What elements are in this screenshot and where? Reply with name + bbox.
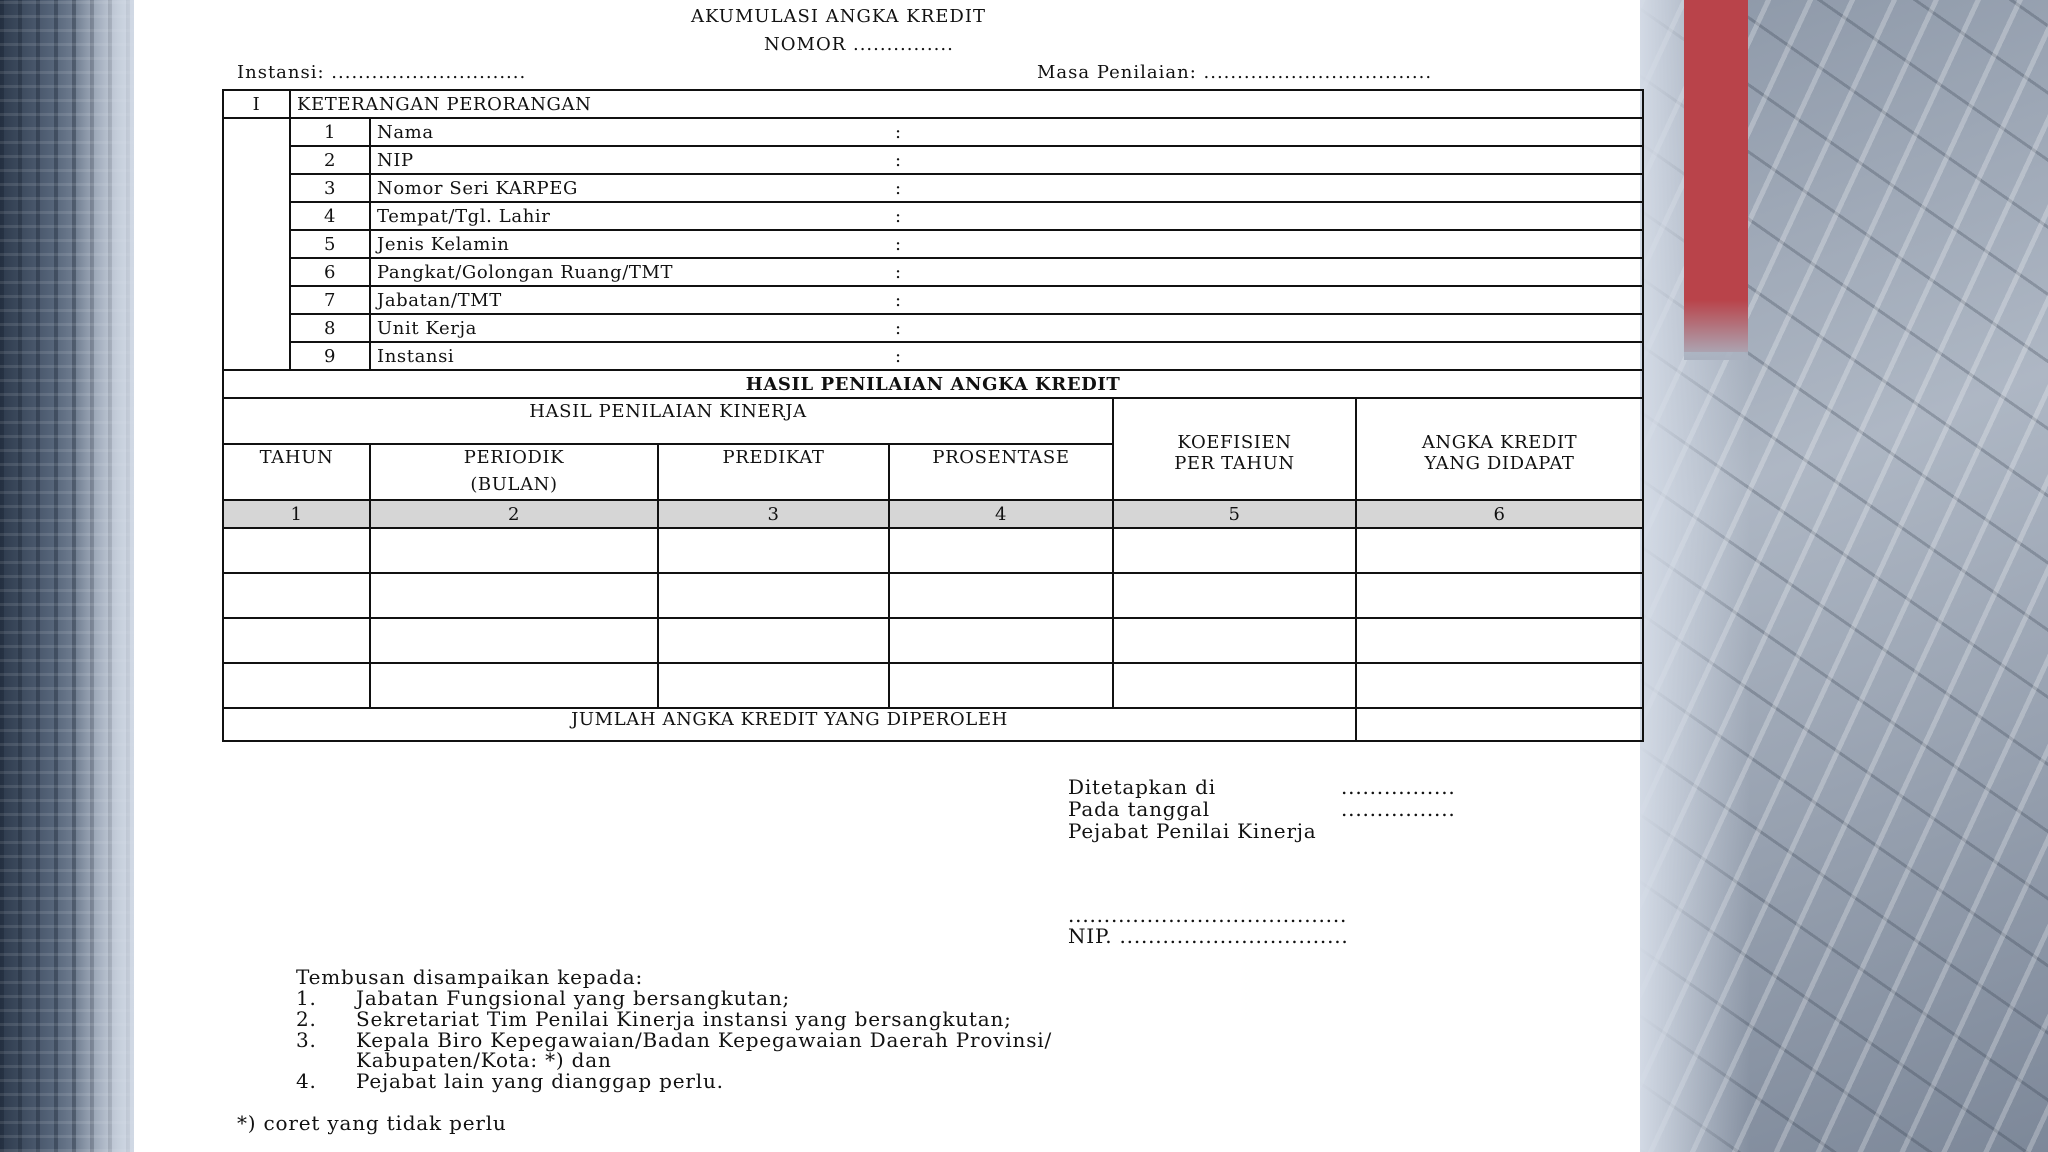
- periodik-header: [370, 444, 658, 500]
- table-cell[interactable]: [889, 573, 1113, 618]
- field-label: Nama: [370, 118, 889, 146]
- field-value[interactable]: [889, 258, 1643, 286]
- field-number: 2: [290, 146, 370, 174]
- tahun-header: TAHUN: [223, 444, 370, 500]
- footnote: *) coret yang tidak perlu: [237, 1111, 507, 1135]
- credit-form-table: [222, 89, 1644, 742]
- field-label: Jabatan/TMT: [370, 286, 889, 314]
- tembusan-item-text: Kabupaten/Kota: *) dan: [356, 1048, 612, 1072]
- document-number: NOMOR ...............: [764, 34, 954, 55]
- field-label: Tempat/Tgl. Lahir: [370, 202, 889, 230]
- field-value[interactable]: [889, 342, 1643, 370]
- field-number: 9: [290, 342, 370, 370]
- table-row: [223, 618, 1643, 663]
- field-label: Pangkat/Golongan Ruang/TMT: [370, 258, 889, 286]
- document-page: [134, 0, 1640, 1152]
- field-number: 8: [290, 314, 370, 342]
- field-colon: :: [895, 205, 902, 227]
- table-cell[interactable]: [889, 528, 1113, 573]
- table-cell[interactable]: [223, 528, 370, 573]
- personal-row: [223, 174, 1643, 202]
- field-colon: :: [895, 121, 902, 143]
- field-value[interactable]: [889, 230, 1643, 258]
- periodik-line-1: PERIODIK: [463, 447, 565, 468]
- table-cell[interactable]: [370, 528, 658, 573]
- personal-row: [223, 314, 1643, 342]
- field-number: 3: [290, 174, 370, 202]
- angka-kredit-header: [1356, 398, 1643, 500]
- background-fade-left: [75, 0, 135, 1152]
- field-number: 6: [290, 258, 370, 286]
- field-number: 5: [290, 230, 370, 258]
- kinerja-header-row: [223, 398, 1643, 444]
- field-colon: :: [895, 261, 902, 283]
- field-label: Instansi: [370, 342, 889, 370]
- ditetapkan-value: ................: [1341, 775, 1456, 799]
- field-number: 7: [290, 286, 370, 314]
- table-cell[interactable]: [1356, 573, 1643, 618]
- personal-row: [223, 118, 1643, 146]
- table-row: [223, 573, 1643, 618]
- angka-kredit-line-2: YANG DIDAPAT: [1424, 453, 1575, 474]
- table-row: [223, 663, 1643, 708]
- field-value[interactable]: [889, 118, 1643, 146]
- section-title: KETERANGAN PERORANGAN: [290, 90, 1643, 118]
- table-cell[interactable]: [223, 663, 370, 708]
- table-cell[interactable]: [1113, 573, 1356, 618]
- tanggal-label: Pada tanggal: [1068, 797, 1210, 821]
- section-roman: I: [223, 90, 290, 118]
- column-number: 1: [223, 500, 370, 528]
- column-number: 5: [1113, 500, 1356, 528]
- field-value[interactable]: [889, 174, 1643, 202]
- table-cell[interactable]: [658, 573, 889, 618]
- column-number: 2: [370, 500, 658, 528]
- field-value[interactable]: [889, 202, 1643, 230]
- column-number: 3: [658, 500, 889, 528]
- predikat-header: PREDIKAT: [658, 444, 889, 500]
- column-number: 6: [1356, 500, 1643, 528]
- field-colon: :: [895, 177, 902, 199]
- table-cell[interactable]: [370, 663, 658, 708]
- prosentase-header: PROSENTASE: [889, 444, 1113, 500]
- table-cell[interactable]: [1113, 618, 1356, 663]
- tembusan-item-number: 1.: [296, 986, 317, 1010]
- table-cell[interactable]: [1113, 528, 1356, 573]
- tembusan-item-number: 2.: [296, 1007, 317, 1031]
- masa-penilaian-line: Masa Penilaian: ..................................: [1037, 62, 1433, 83]
- personal-row: [223, 258, 1643, 286]
- field-label: Unit Kerja: [370, 314, 889, 342]
- instansi-line: Instansi: .............................: [237, 62, 527, 83]
- table-cell[interactable]: [1356, 528, 1643, 573]
- field-label: Nomor Seri KARPEG: [370, 174, 889, 202]
- table-cell[interactable]: [658, 663, 889, 708]
- table-cell[interactable]: [370, 573, 658, 618]
- ditetapkan-label: Ditetapkan di: [1068, 775, 1216, 799]
- koefisien-line-1: KOEFISIEN: [1177, 432, 1292, 453]
- field-label: Jenis Kelamin: [370, 230, 889, 258]
- jumlah-label: JUMLAH ANGKA KREDIT YANG DIPEROLEH: [223, 708, 1356, 741]
- field-colon: :: [895, 233, 902, 255]
- document-title: AKUMULASI ANGKA KREDIT: [691, 6, 986, 27]
- table-cell[interactable]: [223, 573, 370, 618]
- jumlah-value-cell[interactable]: [1356, 708, 1643, 741]
- field-value[interactable]: [889, 286, 1643, 314]
- field-value[interactable]: [889, 146, 1643, 174]
- accent-red-bar-fade: [1684, 300, 1748, 360]
- angka-kredit-line-1: ANGKA KREDIT: [1421, 432, 1578, 453]
- field-value[interactable]: [889, 314, 1643, 342]
- table-cell[interactable]: [658, 528, 889, 573]
- koefisien-line-2: PER TAHUN: [1174, 453, 1295, 474]
- kinerja-title: HASIL PENILAIAN KINERJA: [223, 398, 1113, 444]
- tembusan-item-text: Kepala Biro Kepegawaian/Badan Kepegawaian Daerah Provinsi/: [356, 1028, 1053, 1052]
- periodik-line-2: (BULAN): [470, 474, 558, 495]
- jumlah-row: [223, 708, 1643, 741]
- section-spacer-cell: [223, 118, 290, 370]
- signature-name-line: .......................................: [1068, 903, 1348, 927]
- field-colon: :: [895, 345, 902, 367]
- personal-row: [223, 146, 1643, 174]
- field-label: NIP: [370, 146, 889, 174]
- table-cell[interactable]: [1113, 663, 1356, 708]
- field-colon: :: [895, 289, 902, 311]
- pejabat-label: Pejabat Penilai Kinerja: [1068, 819, 1317, 843]
- table-cell[interactable]: [889, 618, 1113, 663]
- personal-row: [223, 230, 1643, 258]
- tembusan-heading: Tembusan disampaikan kepada:: [296, 965, 643, 989]
- tembusan-item-text: Sekretariat Tim Penilai Kinerja instansi yang bersangkutan;: [356, 1007, 1012, 1031]
- tembusan-item-number: 4.: [296, 1069, 317, 1093]
- column-number: 4: [889, 500, 1113, 528]
- tembusan-item-text: Pejabat lain yang dianggap perlu.: [356, 1069, 724, 1093]
- table-cell[interactable]: [889, 663, 1113, 708]
- column-number-row: [223, 500, 1643, 528]
- table-cell[interactable]: [1356, 618, 1643, 663]
- table-cell[interactable]: [223, 618, 370, 663]
- field-number: 4: [290, 202, 370, 230]
- hasil-penilaian-title: HASIL PENILAIAN ANGKA KREDIT: [223, 370, 1643, 398]
- table-cell[interactable]: [658, 618, 889, 663]
- signature-nip-line: NIP. ................................: [1068, 924, 1349, 948]
- field-colon: :: [895, 317, 902, 339]
- tembusan-item-text: Jabatan Fungsional yang bersangkutan;: [356, 986, 791, 1010]
- field-number: 1: [290, 118, 370, 146]
- tembusan-item-number: 3.: [296, 1028, 317, 1052]
- hasil-title-row: [223, 370, 1643, 398]
- table-cell[interactable]: [1356, 663, 1643, 708]
- koefisien-header: [1113, 398, 1356, 500]
- personal-row: [223, 202, 1643, 230]
- table-cell[interactable]: [370, 618, 658, 663]
- table-row: [223, 528, 1643, 573]
- tanggal-value: ................: [1341, 797, 1456, 821]
- personal-row: [223, 342, 1643, 370]
- personal-row: [223, 286, 1643, 314]
- section-header-row: [223, 90, 1643, 118]
- field-colon: :: [895, 149, 902, 171]
